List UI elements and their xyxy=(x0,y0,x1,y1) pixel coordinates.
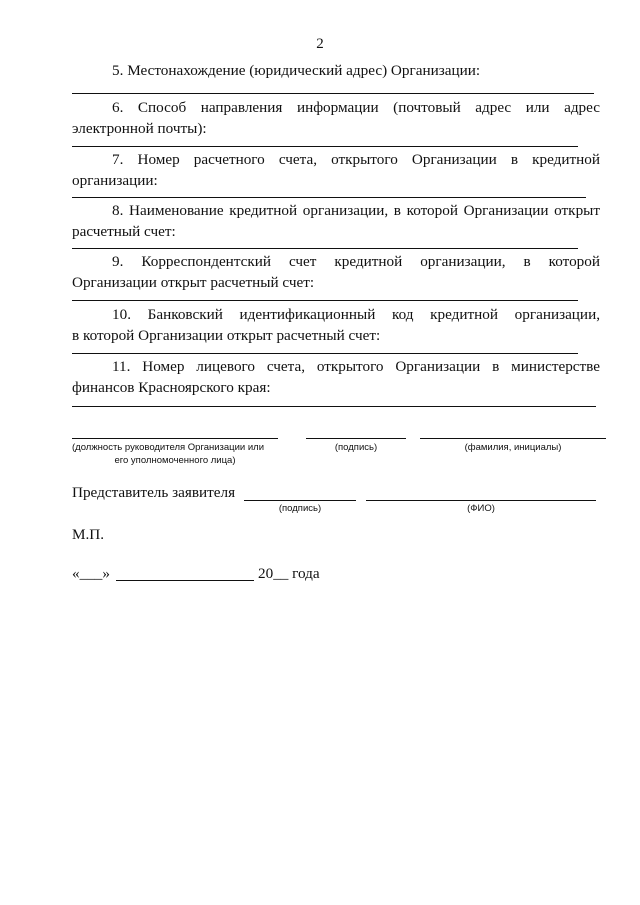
signature-caption: (подпись) xyxy=(334,442,378,453)
date-close-quote: » xyxy=(102,565,110,582)
item-9-text-line1: 9. Корреспондентский счет кредитной организации, в которой xyxy=(112,253,600,270)
item-8-blank-line[interactable] xyxy=(72,248,578,249)
signature-line[interactable] xyxy=(306,438,406,439)
item-6-blank-line[interactable] xyxy=(72,146,578,147)
item-10-blank-line[interactable] xyxy=(72,353,578,354)
name-initials-line[interactable] xyxy=(420,438,606,439)
date-day-blank[interactable]: ___ xyxy=(79,565,103,582)
page-number: 2 xyxy=(316,36,324,52)
date-year-prefix: 20 xyxy=(258,565,274,582)
position-caption-line1: (должность руководителя Организации или xyxy=(72,442,265,453)
form-item-10 xyxy=(72,304,600,346)
item-7-blank-line[interactable] xyxy=(72,197,586,198)
position-signature-line[interactable] xyxy=(72,438,278,439)
item-11-text-line2: финансов Красноярского края: xyxy=(72,379,271,396)
seal-label: М.П. xyxy=(72,526,105,543)
name-initials-caption: (фамилия, инициалы) xyxy=(464,442,562,453)
representative-label: Представитель заявителя xyxy=(72,484,236,501)
item-11-text-line1: 11. Номер лицевого счета, открытого Организации в министерстве xyxy=(112,358,600,375)
item-5-text: 5. Местонахождение (юридический адрес) Организации: xyxy=(112,62,481,79)
form-item-11 xyxy=(72,356,600,398)
form-item-8 xyxy=(72,200,600,242)
item-10-text-line1: 10. Банковский идентификационный код кредитной организации, xyxy=(112,306,600,323)
representative-signature-line[interactable] xyxy=(244,500,356,501)
item-6-text-line2: электронной почты): xyxy=(72,120,207,137)
item-8-text-line1: 8. Наименование кредитной организации, в которой Организации открыт xyxy=(112,202,600,219)
form-item-5 xyxy=(72,60,600,81)
representative-signature-caption: (подпись) xyxy=(278,503,322,514)
item-7-text-line1: 7. Номер расчетного счета, открытого Организации в кредитной xyxy=(112,151,600,168)
date-month-blank-line[interactable] xyxy=(116,580,254,581)
item-6-text-line1: 6. Способ направления информации (почтовый адрес или адрес xyxy=(112,99,600,116)
item-8-text-line2: расчетный счет: xyxy=(72,223,176,240)
item-11-blank-line[interactable] xyxy=(72,406,596,407)
date-year-suffix: года xyxy=(292,565,320,582)
item-10-text-line2: в которой Организации открыт расчетный счет: xyxy=(72,327,381,344)
representative-name-line[interactable] xyxy=(366,500,596,501)
date-line xyxy=(72,565,110,583)
position-caption-line2: его уполномоченного лица) xyxy=(114,455,236,466)
item-5-blank-line[interactable] xyxy=(72,93,594,94)
item-7-text-line2: организации: xyxy=(72,172,158,189)
item-9-text-line2: Организации открыт расчетный счет: xyxy=(72,274,315,291)
date-open-quote: « xyxy=(72,565,80,582)
form-item-7 xyxy=(72,149,600,191)
form-item-9 xyxy=(72,251,600,293)
date-year xyxy=(258,565,320,583)
form-item-6 xyxy=(72,97,600,139)
date-year-blank[interactable]: __ xyxy=(273,565,289,582)
representative-name-caption: (ФИО) xyxy=(467,503,495,514)
item-9-blank-line[interactable] xyxy=(72,300,578,301)
